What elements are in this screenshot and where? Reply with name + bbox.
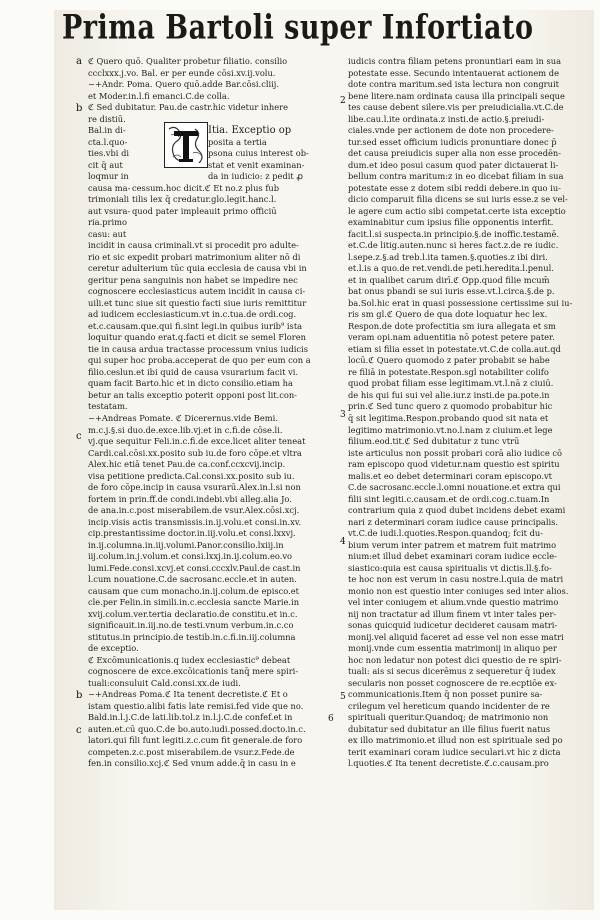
text-line: facit.l.si suspecta.in principio.§.de inoffic.testamē. (348, 228, 560, 239)
text-line: Alex.hic etiā tenet Pau.de ca.conf.ccxcvij.incip. (88, 459, 286, 470)
text-line: casu: aut (88, 228, 127, 239)
text-line: legitimo matrimonio.vt.no.l.nam z ciuium.et lege (348, 424, 553, 435)
text-line: contrarium quia z quod dubet incidens debet exami (348, 505, 566, 516)
text-line: cognoscere de exce.excōicationis tanq̄ mere spiri- (88, 666, 299, 677)
text-line: qui super hoc proba.acceperat de quo per eum con a (88, 355, 311, 366)
margin-letter-b: b (76, 103, 83, 114)
text-line: spirituali queritur.Quandoq; de matrimonio non (348, 712, 549, 723)
text-line: siastico:quia est causa spiritualis vt dictis.ll.§.fo- (348, 562, 552, 573)
right-column (348, 56, 588, 900)
margin-number-4: 4 (340, 537, 346, 547)
text-line: causam que cum monacho.in.ij.colum.de episco.et (88, 585, 299, 596)
text-line: secularis non posset cognoscere de re.ecptiōe ex- (348, 677, 557, 688)
text-line: betur an talis exceptio poterit opponi post lit.con- (88, 389, 297, 400)
margin-number-5: 5 (340, 692, 346, 702)
text-line: dubitatur sed dubitatur an ille filius fuerit natus (348, 723, 551, 734)
text-line: Bal.in di- (88, 125, 126, 136)
margin-number-2: 2 (340, 96, 346, 106)
text-line: cit q̄ aut (88, 159, 123, 170)
text-line: ciales.vnde per actionem de dote non procedere- (348, 125, 554, 136)
text-line: q̄ sit legitima.Respon.probando quod sit nata et (348, 412, 549, 423)
text-line: communicationis.Item q̄ non posset punire sa- (348, 689, 543, 700)
text-line: dote contra maritum.sed ista lectura non congruit (348, 79, 559, 90)
text-line: filium.eod.tit.ℭ Sed dubitatur z tunc vtrū (348, 436, 520, 447)
text-line: Bald.in.l.j.C.de lati.lib.tol.z in.l.j.C.de confef.et in (88, 712, 293, 723)
text-line: ex illo matrimonio.et illud non est spirituale sed po (348, 735, 563, 746)
text-line: tuali: ais si secus dicerēmus z sequeretur q̄ iudex (348, 666, 556, 677)
text-line: loquitur quando erat.q.facti et dicit se semel Floren (88, 332, 306, 343)
text-line: visa petitione predicta.Cal.consi.xx.posito sub iu. (88, 470, 295, 481)
text-line: cognoscere ecclesiasticus autem incidit in causa ci- (88, 286, 306, 297)
text-line: bene litere.nam ordinata causa illa principali seque (348, 90, 565, 101)
text-line: ccclxxx.j.vo. Bal. er per eunde cōsi.xv.ij.volu. (88, 67, 276, 78)
text-line: te hoc non est verum in casu nostre.l.quia de matri (348, 574, 564, 585)
text-line: Itia. Exceptio op (208, 125, 292, 136)
text-line: re distiū. (88, 113, 126, 124)
page-title: Prima Bartoli super Infortiato (62, 8, 534, 47)
text-line: bat onus pbandi se sui iuris esse.vt.l.circa.§.de p. (348, 286, 555, 297)
text-line: ℭ Excōmunicationis.q iudex ecclesiastic⁹ debeat (88, 654, 291, 665)
text-line: fen.in consilio.xcj.ℭ Sed vnum adde.q̄ in casu in e (88, 758, 296, 769)
text-line: lumi.Fede.consi.xcvj.et consi.cccxlv.Paul.de cast.in (88, 562, 301, 573)
text-line: nij non tractatur ad illum finem vt inter tales per- (348, 608, 557, 619)
text-line: dicio comparuit filia dicens se sui iuris esse.z se vel- (348, 194, 568, 205)
text-line: testatam. (88, 401, 128, 412)
text-line: monij.vnde cum essentia matrimonij in aliquo per (348, 643, 557, 654)
text-line: et Moder.in.l.fi emanci.C.de colla. (88, 90, 230, 101)
text-line: in.ij.columna.in.iij.volumi.Panor.consilio.lxiij.in (88, 539, 284, 550)
text-line: uili.et tunc siue sit questio facti siue iuris remittitur (88, 297, 307, 308)
text-line: m.c.j.§.si duo.de.exce.lib.vj.et in c.fi.de cōse.li. (88, 424, 283, 435)
text-line: filio.ceslun.et ibi quid de causa vsurarium facit vi. (88, 366, 299, 377)
margin-letter-a: a (76, 56, 82, 67)
margin-letter-c2: c (76, 725, 82, 736)
text-line: nium:et illud debet examinari coram iudice eccle- (348, 551, 557, 562)
text-line: Cardi.cal.cōsi.xx.posito sub iu.de foro cōpe.et vltra (88, 447, 302, 458)
text-line: de his qui fui sui vel alie.iur.z insti.de pa.pote.in (348, 389, 550, 400)
text-line: xvij.colum.ver.tertia declaratio.de constitu.et in.c. (88, 608, 298, 619)
text-line: filii sint legiti.c.causam.et de ordi.cog.c.tuam.In (348, 493, 550, 504)
text-line: quam facit Barto.hic et in dicto consilio.etiam ha (88, 378, 293, 389)
text-line: C.de sacrosanc.eccle.l.omni nouatione.et extra qui (348, 482, 561, 493)
text-line: tuali:consuluit Cald.consi.xx.de iudi. (88, 677, 241, 688)
text-line: iste articulus non possit probari corā alio iudice cō (348, 447, 563, 458)
svg-text:T: T (184, 149, 188, 154)
text-line: stitutus.in principio.de testib.in.c.fi.in.iij.columna (88, 631, 296, 642)
margin-number-3: 3 (340, 410, 346, 420)
text-line: cip.prestantissime doctor.in.iij.volu.et consi.lxxvj. (88, 528, 296, 539)
text-line: incip.visis actis transmissis.in.ij.volu.et consi.in.xv. (88, 516, 302, 527)
text-line: et in qualibet carum dirī.ℭ Opp.quod filie mcum̄ (348, 274, 550, 285)
text-line: quod probat filiam esse legitimam.vt.l.nā z ciuiū. (348, 378, 554, 389)
text-line: ~+Andreas Poma.ℭ Ita tenent decretiste.ℭ Et o (88, 689, 288, 700)
text-line: malis.et eo debet determinari coram episcopo.vt (348, 470, 553, 481)
text-line: iudicis contra filiam petens pronuntiari eam in sua (348, 56, 562, 66)
text-line: crilegum vel hereticum quando incidenter de re (348, 700, 550, 711)
text-line: monio non est questio inter coniuges sed inter alios. (348, 585, 569, 596)
text-line: hoc non ledatur non potest dici questio de re spiri- (348, 654, 562, 665)
text-line: prin.ℭ Sed tunc quero z quomodo probabitur hic (348, 401, 553, 412)
text-line: ria.primo (88, 217, 127, 228)
text-line: l.cum nouatione.C.de sacrosanc.eccle.et in auten. (88, 574, 297, 585)
text-line: cle.per Felin.in simili.in.c.ecclesia sancte Marie.in (88, 597, 300, 608)
text-line: ~+Andr. Poma. Quero quō.adde Bar.cōsi.cliij. (88, 79, 280, 90)
text-line: geritur pena sanguinis non habet se impedire nec (88, 274, 298, 285)
text-line: vt.C.de iudi.l.quoties.Respon.quandoq; fcit du- (348, 528, 544, 539)
text-line: vj.que sequitur Feli.in.c.fi.de exce.licet aliter teneat (88, 436, 306, 447)
text-line: fortem in prin.ff.de condi.indebi.vbi alleg.alia Jo. (88, 493, 292, 504)
text-line: re filiā in potestate.Respon.sgl notabiliter colifo (348, 366, 549, 377)
text-line: aut vsura- quod pater impleauit primo officiū (88, 205, 277, 216)
text-line: et.c.causam.que.qui fi.sint legi.in quibus iurib⁹ ista (88, 320, 303, 331)
margin-letter-c: c (76, 431, 82, 442)
text-line: competen.z.c.post miserabilem.de vsur.z.Fede.de (88, 746, 295, 757)
text-line: bellum contra maritum:z in eo dicebat filiam in sua (348, 171, 564, 182)
text-line: tes cause debent silere.vis per preiudicialia.vt.C.de (348, 102, 564, 113)
text-line: locū.ℭ Quero quomodo z pater probabit se habe (348, 355, 550, 366)
text-line: loqmur in (88, 171, 129, 182)
text-line: et.l.is a quo.de ret.vendi.de peti.heredita.l.penul. (348, 263, 554, 274)
text-line: ram episcopo quod videtur.nam questio est spiritu (348, 459, 560, 470)
text-line: le agere cum actio sibi competat.certe ista exceptio (348, 205, 566, 216)
text-line: veram opi.nam aduentitia nō potest petere pater. (348, 332, 555, 343)
text-line: l.quoties.ℭ Ita tenent decretiste.ℭ.c.causam.pro (348, 758, 549, 769)
text-line: ℭ Sed dubitatur. Pau.de castr.hic videtur inhere (88, 102, 289, 113)
text-line: ris sm gl.ℭ Quero de qua dote loquatur hec lex. (348, 309, 548, 320)
text-line: l.sepe.z.§.ad treb.l.ita tamen.§.quoties.z ibi diri. (348, 251, 548, 262)
text-line: stat et venit examinan- (208, 159, 305, 170)
text-line: det causa preiudicis super alia non esse procedēn- (348, 148, 562, 159)
text-line: terit examinari coram iudice seculari.vt hic z dicta (348, 746, 561, 757)
text-line: iij.colum.in.j.volum.et consi.lxxj.in.ij.colum.eo.vo (88, 551, 293, 562)
text-line: istam questio.alibi fatis late remisi.fed vide que no. (88, 700, 304, 711)
text-line: trimoniali tilis lex q̄ credatur.glo.legit.hanc.l. (88, 194, 277, 205)
text-line: de exceptio. (88, 643, 139, 654)
text-line: potestate esse z dotem sibi reddi debere.in quo iu- (348, 182, 561, 193)
text-line: incidit in causa criminali.vt si procedit pro adulte- (88, 240, 299, 251)
initial-text-block (208, 125, 336, 183)
text-line: examinabitur cum ipsius filie opponentis interfit. (348, 217, 554, 228)
text-line: et.C.de litig.auten.nunc si heres fact.z.de re iudic. (348, 240, 559, 251)
text-line: de ana.in.c.post miserabilem.de vsur.Alex.cōsi.xcj. (88, 505, 300, 516)
text-line: posita a tertia (208, 136, 267, 147)
text-line: monij.vel aliquid faceret ad esse vel non esse matri (348, 631, 564, 642)
margin-letter-b2: b (76, 690, 83, 701)
text-line: ceretur adulterium tūc quia ecclesia de causa vbi in (88, 263, 307, 274)
text-line: vel inter coniugem et alium.vnde questio matrimo (348, 597, 559, 608)
text-line: rio et sic expedit probari matrimonium aliter nō di (88, 251, 301, 262)
text-line: ba.Sol.hic erat in quasi possessione certissime sui iu- (348, 297, 573, 308)
text-line: latori.qui fili funt legiti.z.c.cum fit generale.de foro (88, 735, 303, 746)
text-line: Respon.de dote profectitia sm iura allegata et sm (348, 320, 556, 331)
text-line: nari z determinari coram iudice cause principalis. (348, 516, 559, 527)
text-line: ties.vbi di (88, 148, 130, 159)
text-line: potestate esse. Secundo intentauerat actionem de (348, 67, 560, 78)
text-line: significauit.in.iij.no.de testi.vnum verbum.in.c.co (88, 620, 294, 631)
text-line: tie in causa ardua tractasse processum vnius iudicis (88, 343, 308, 354)
text-line: ℭ Quero quō. Qualiter probetur filiatio. consilio (88, 56, 288, 66)
left-column (88, 56, 338, 900)
text-line: libe.cau.l.ite ordinata.z insti.de actio.§.preiudi- (348, 113, 545, 124)
text-line: ~+Andreas Pomate. ℭ Dicerernus.vide Bemi. (88, 412, 278, 423)
text-line: psona cuius interest ob- (208, 148, 309, 159)
text-line: cta.l.quo- (88, 136, 128, 147)
text-line: de foro cōpe.incip in causa vsurarū.Alex.in.l.si non (88, 482, 301, 493)
margin-number-6: 6 (328, 714, 334, 724)
text-line: etiam si filia esset in potestate.vt.C.de colla.aut.qd̄ (348, 343, 561, 354)
text-line: tur.sed esset officium iudicis pronuntiare donec p̄ (348, 136, 557, 147)
text-line: auten.et.cū quo.C.de bo.auto.iudi.possed.docto.in.c. (88, 723, 306, 734)
text-line: sonas quicquid iudicetur decideret causam matri- (348, 620, 558, 631)
text-line: dum.et ideo posui casum quod pater dictauerat li- (348, 159, 559, 170)
text-line: causa ma- cessum.hoc dicit.ℭ Et no.z plus fub (88, 182, 280, 193)
text-line: da in iudicio: z pedit ꝓ (208, 171, 303, 182)
text-line: ad iudicem ecclesiasticum.vt in.c.tua.de ordi.cog. (88, 309, 297, 320)
text-line: bium verum inter patrem et matrem fuit matrimo (348, 539, 557, 550)
